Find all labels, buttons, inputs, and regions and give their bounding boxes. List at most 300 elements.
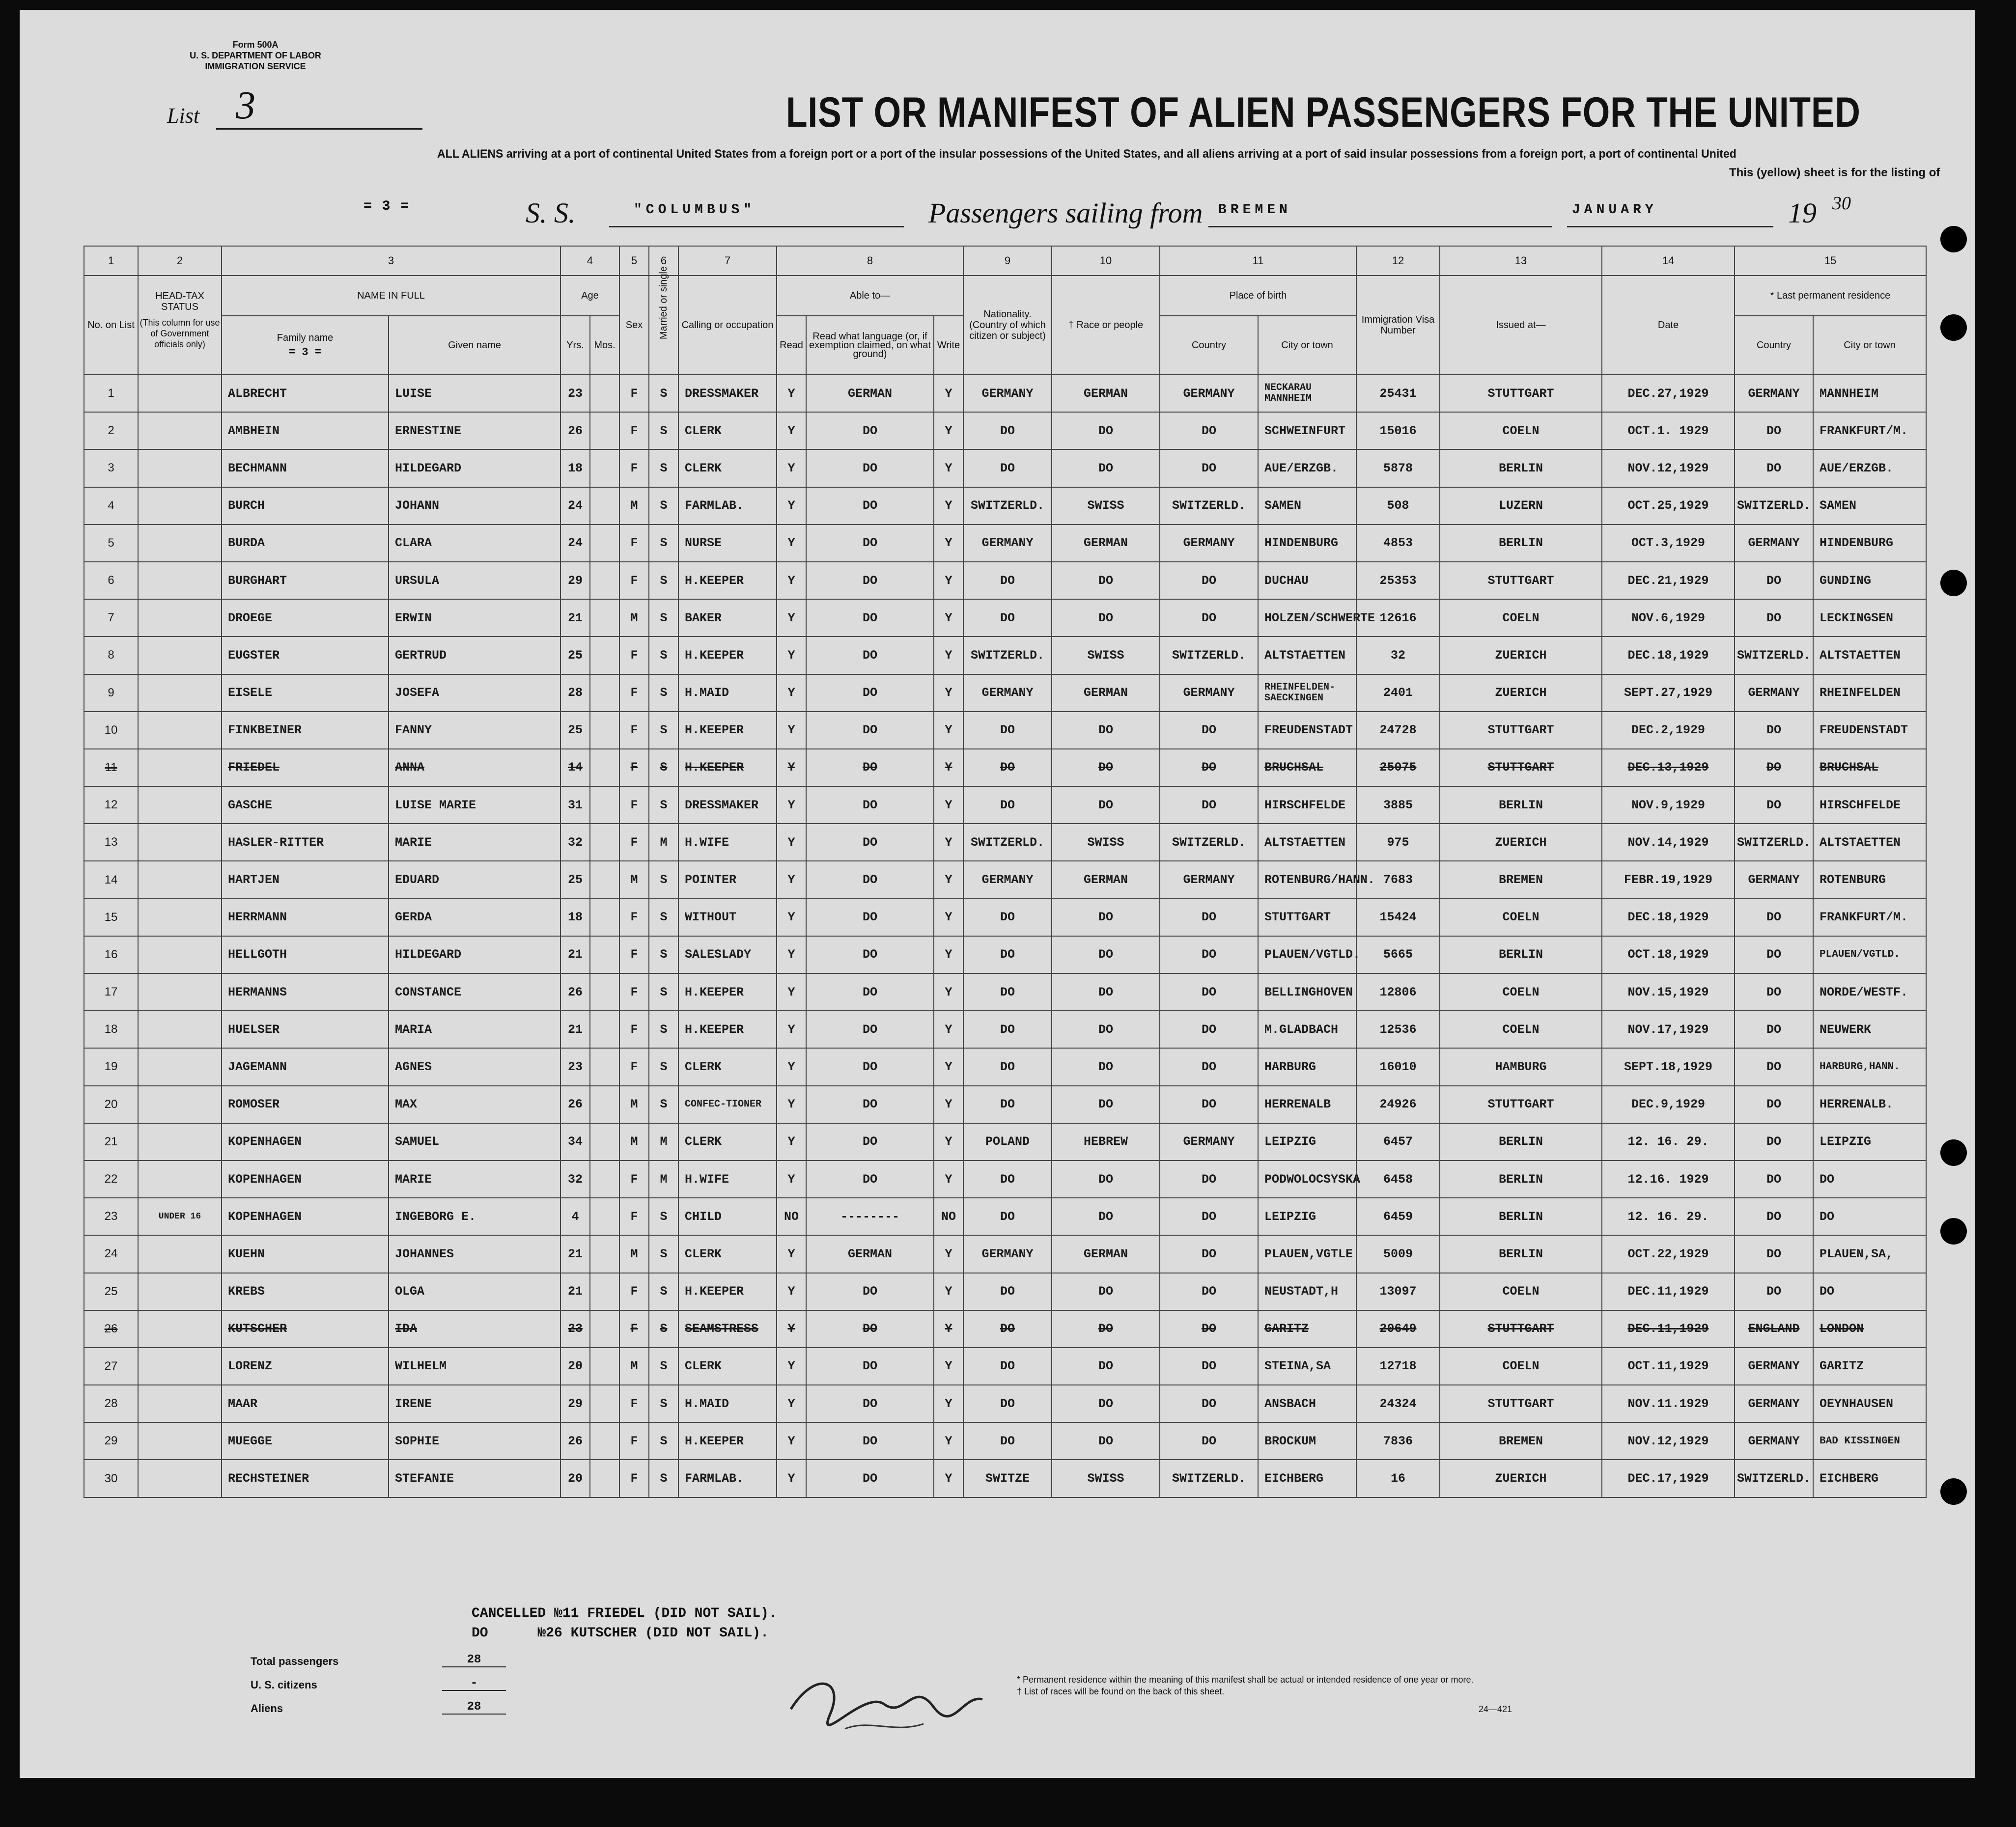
service: IMMIGRATION SERVICE bbox=[205, 61, 306, 71]
read-language-cell: DO bbox=[806, 749, 934, 786]
read-language-cell: DO bbox=[806, 936, 934, 973]
given-name-cell: IDA bbox=[389, 1310, 560, 1348]
residence-city-cell: SAMEN bbox=[1813, 487, 1926, 525]
column-number: 3 bbox=[222, 246, 560, 276]
head-tax-cell bbox=[138, 749, 222, 786]
row-number: 2 bbox=[84, 412, 138, 449]
residence-city-cell: HARBURG,HANN. bbox=[1813, 1048, 1926, 1085]
visa-number-cell: 25075 bbox=[1356, 749, 1440, 786]
issued-at-cell: STUTTGART bbox=[1440, 562, 1602, 599]
subtitle-line-1: ALL ALIENS arriving at a port of continental United States from a foreign port or a port of the insular possessions of the United States, and all aliens arriving at a port of said insular possessions from a foreign port, a port of continental United bbox=[437, 147, 1736, 161]
sailing-date: JANUARY bbox=[1572, 202, 1657, 218]
age-years-cell: 20 bbox=[560, 1348, 590, 1385]
punch-hole bbox=[1940, 1218, 1967, 1245]
officer-signature bbox=[786, 1660, 992, 1748]
header-age: Age bbox=[560, 276, 619, 316]
given-name-cell: JOSEFA bbox=[389, 674, 560, 712]
residence-country-cell: DO bbox=[1735, 786, 1813, 824]
read-cell: Y bbox=[777, 973, 806, 1011]
occupation-cell: H.KEEPER bbox=[678, 973, 777, 1011]
race-cell: DO bbox=[1052, 749, 1160, 786]
ship-underline bbox=[609, 226, 904, 227]
issued-at-cell: BERLIN bbox=[1440, 449, 1602, 487]
table-row bbox=[84, 1161, 1926, 1198]
head-tax-cell bbox=[138, 1422, 222, 1460]
given-name-cell: LUISE bbox=[389, 375, 560, 412]
birth-city-cell: HARBURG bbox=[1258, 1048, 1356, 1085]
header-sex: Sex bbox=[619, 276, 649, 375]
residence-city-cell: FRANKFURT/M. bbox=[1813, 412, 1926, 449]
given-name-cell: SAMUEL bbox=[389, 1123, 560, 1161]
sex-cell: F bbox=[619, 412, 649, 449]
birth-city-cell: LEIPZIG bbox=[1258, 1198, 1356, 1235]
nationality-cell: DO bbox=[963, 1310, 1052, 1348]
nationality-cell: DO bbox=[963, 1273, 1052, 1310]
nationality-cell: SWITZERLD. bbox=[963, 824, 1052, 861]
age-years-cell: 25 bbox=[560, 637, 590, 674]
header-yrs: Yrs. bbox=[560, 316, 590, 375]
age-months-cell bbox=[590, 1123, 619, 1161]
read-language-cell: GERMAN bbox=[806, 1235, 934, 1273]
marital-status-cell: S bbox=[649, 487, 678, 525]
table-row bbox=[84, 1011, 1926, 1048]
header-visa: Immigration Visa Number bbox=[1356, 276, 1440, 375]
subtitle-line-2: This (yellow) sheet is for the listing of bbox=[1729, 166, 1940, 179]
header-head-tax bbox=[138, 276, 222, 375]
issued-at-cell: BERLIN bbox=[1440, 936, 1602, 973]
read-language-cell: DO bbox=[806, 973, 934, 1011]
issue-date-cell: OCT.22,1929 bbox=[1602, 1235, 1735, 1273]
table-row bbox=[84, 1460, 1926, 1497]
nationality-cell: DO bbox=[963, 562, 1052, 599]
birth-country-cell: GERMANY bbox=[1160, 525, 1258, 562]
list-label: List bbox=[167, 104, 200, 128]
form-header bbox=[152, 39, 359, 72]
occupation-cell: NURSE bbox=[678, 525, 777, 562]
sex-cell: F bbox=[619, 749, 649, 786]
age-years-cell: 26 bbox=[560, 973, 590, 1011]
birth-country-cell: DO bbox=[1160, 786, 1258, 824]
read-language-cell: DO bbox=[806, 824, 934, 861]
visa-number-cell: 25353 bbox=[1356, 562, 1440, 599]
issued-at-cell: HAMBURG bbox=[1440, 1048, 1602, 1085]
issued-at-cell: BERLIN bbox=[1440, 1123, 1602, 1161]
age-years-cell: 29 bbox=[560, 562, 590, 599]
residence-country-cell: GERMANY bbox=[1735, 525, 1813, 562]
age-months-cell bbox=[590, 562, 619, 599]
header-race: † Race or people bbox=[1052, 276, 1160, 375]
row-number: 9 bbox=[84, 674, 138, 712]
residence-city-cell: RHEINFELDEN bbox=[1813, 674, 1926, 712]
birth-city-cell: STEINA,SA bbox=[1258, 1348, 1356, 1385]
family-name-cell: BECHMANN bbox=[222, 449, 389, 487]
birth-country-cell: DO bbox=[1160, 599, 1258, 637]
family-name-cell: KREBS bbox=[222, 1273, 389, 1310]
issue-date-cell: DEC.21,1929 bbox=[1602, 562, 1735, 599]
age-years-cell: 26 bbox=[560, 1086, 590, 1123]
write-cell: Y bbox=[934, 1086, 963, 1123]
read-language-cell: DO bbox=[806, 712, 934, 749]
marital-status-cell: S bbox=[649, 786, 678, 824]
family-name-cell: DROEGE bbox=[222, 599, 389, 637]
head-tax-cell bbox=[138, 449, 222, 487]
read-cell: Y bbox=[777, 449, 806, 487]
occupation-cell: BAKER bbox=[678, 599, 777, 637]
header-married bbox=[649, 266, 678, 375]
visa-number-cell: 3885 bbox=[1356, 786, 1440, 824]
marital-status-cell: S bbox=[649, 674, 678, 712]
issue-date-cell: SEPT.18,1929 bbox=[1602, 1048, 1735, 1085]
visa-number-cell: 15424 bbox=[1356, 899, 1440, 936]
write-cell: Y bbox=[934, 1460, 963, 1497]
issue-date-cell: NOV.6,1929 bbox=[1602, 599, 1735, 637]
given-name-cell: URSULA bbox=[389, 562, 560, 599]
visa-number-cell: 32 bbox=[1356, 637, 1440, 674]
occupation-cell: FARMLAB. bbox=[678, 1460, 777, 1497]
read-cell: Y bbox=[777, 487, 806, 525]
sex-cell: F bbox=[619, 1385, 649, 1422]
header-family-name bbox=[222, 316, 389, 375]
table-row bbox=[84, 1385, 1926, 1422]
table-row bbox=[84, 749, 1926, 786]
row-number: 14 bbox=[84, 861, 138, 898]
head-tax-cell bbox=[138, 1011, 222, 1048]
visa-number-cell: 5878 bbox=[1356, 449, 1440, 487]
write-cell: Y bbox=[934, 936, 963, 973]
occupation-cell: CLERK bbox=[678, 1348, 777, 1385]
write-cell: Y bbox=[934, 1048, 963, 1085]
head-tax-cell bbox=[138, 375, 222, 412]
header-nationality: Nationality. (Country of which citizen or subject) bbox=[963, 276, 1052, 375]
birth-country-cell: DO bbox=[1160, 1348, 1258, 1385]
family-name-cell: KOPENHAGEN bbox=[222, 1123, 389, 1161]
header-given-name: Given name bbox=[389, 316, 560, 375]
nationality-cell: GERMANY bbox=[963, 861, 1052, 898]
sex-cell: F bbox=[619, 1460, 649, 1497]
header-last-residence: * Last permanent residence bbox=[1735, 276, 1926, 316]
marital-status-cell: S bbox=[649, 749, 678, 786]
family-name-cell: GASCHE bbox=[222, 786, 389, 824]
birth-country-cell: DO bbox=[1160, 412, 1258, 449]
permanent-residence-note: * Permanent residence within the meaning of this manifest shall be actual or intended residence of one year or more. bbox=[1017, 1675, 1474, 1685]
age-months-cell bbox=[590, 1422, 619, 1460]
given-name-cell: CONSTANCE bbox=[389, 973, 560, 1011]
head-tax-cell bbox=[138, 1348, 222, 1385]
sex-cell: F bbox=[619, 1422, 649, 1460]
residence-city-cell: FREUDENSTADT bbox=[1813, 712, 1926, 749]
marital-status-cell: S bbox=[649, 1235, 678, 1273]
birth-country-cell: DO bbox=[1160, 1422, 1258, 1460]
visa-number-cell: 12616 bbox=[1356, 599, 1440, 637]
age-years-cell: 29 bbox=[560, 1385, 590, 1422]
nationality-cell: SWITZERLD. bbox=[963, 487, 1052, 525]
family-name-cell: KUTSCHER bbox=[222, 1310, 389, 1348]
birth-country-cell: DO bbox=[1160, 973, 1258, 1011]
issue-date-cell: DEC.17,1929 bbox=[1602, 1460, 1735, 1497]
occupation-cell: CLERK bbox=[678, 1123, 777, 1161]
race-cell: GERMAN bbox=[1052, 375, 1160, 412]
birth-city-cell: PLAUEN/VGTLD. bbox=[1258, 936, 1356, 973]
age-years-cell: 32 bbox=[560, 824, 590, 861]
ship-name: "COLUMBUS" bbox=[634, 202, 756, 218]
row-number: 21 bbox=[84, 1123, 138, 1161]
column-number: 9 bbox=[963, 246, 1052, 276]
nationality-cell: DO bbox=[963, 973, 1052, 1011]
head-tax-cell bbox=[138, 637, 222, 674]
nationality-cell: DO bbox=[963, 449, 1052, 487]
age-months-cell bbox=[590, 637, 619, 674]
given-name-cell: LUISE MARIE bbox=[389, 786, 560, 824]
birth-country-cell: DO bbox=[1160, 1273, 1258, 1310]
marital-status-cell: S bbox=[649, 1011, 678, 1048]
us-citizens-label: U. S. citizens bbox=[251, 1679, 317, 1691]
write-cell: Y bbox=[934, 412, 963, 449]
age-years-cell: 28 bbox=[560, 674, 590, 712]
residence-country-cell: DO bbox=[1735, 1273, 1813, 1310]
family-name-label: Family name bbox=[277, 332, 334, 343]
residence-country-cell: DO bbox=[1735, 1011, 1813, 1048]
table-row bbox=[84, 1048, 1926, 1085]
visa-number-cell: 16 bbox=[1356, 1460, 1440, 1497]
head-tax-cell bbox=[138, 1048, 222, 1085]
row-number: 12 bbox=[84, 786, 138, 824]
race-cell: SWISS bbox=[1052, 637, 1160, 674]
document-title: LIST OR MANIFEST OF ALIEN PASSENGERS FOR THE UNITED bbox=[786, 89, 1861, 136]
issued-at-cell: BREMEN bbox=[1440, 861, 1602, 898]
table-row bbox=[84, 1273, 1926, 1310]
punch-hole bbox=[1940, 1139, 1967, 1166]
visa-number-cell: 13097 bbox=[1356, 1273, 1440, 1310]
age-months-cell bbox=[590, 1198, 619, 1235]
age-years-cell: 26 bbox=[560, 412, 590, 449]
sex-cell: F bbox=[619, 936, 649, 973]
write-cell: Y bbox=[934, 899, 963, 936]
residence-city-cell: ROTENBURG bbox=[1813, 861, 1926, 898]
residence-city-cell: MANNHEIM bbox=[1813, 375, 1926, 412]
visa-number-cell: 12718 bbox=[1356, 1348, 1440, 1385]
occupation-cell: DRESSMAKER bbox=[678, 786, 777, 824]
residence-country-cell: SWITZERLD. bbox=[1735, 637, 1813, 674]
row-number: 26 bbox=[84, 1310, 138, 1348]
residence-city-cell: NEUWERK bbox=[1813, 1011, 1926, 1048]
row-number: 4 bbox=[84, 487, 138, 525]
residence-city-cell: LEIPZIG bbox=[1813, 1123, 1926, 1161]
issued-at-cell: STUTTGART bbox=[1440, 712, 1602, 749]
age-months-cell bbox=[590, 1273, 619, 1310]
birth-city-cell: RHEINFELDEN-SAECKINGEN bbox=[1258, 674, 1356, 712]
visa-number-cell: 6459 bbox=[1356, 1198, 1440, 1235]
age-months-cell bbox=[590, 375, 619, 412]
header-birth-country: Country bbox=[1160, 316, 1258, 375]
residence-city-cell: FRANKFURT/M. bbox=[1813, 899, 1926, 936]
visa-number-cell: 5665 bbox=[1356, 936, 1440, 973]
birth-country-cell: DO bbox=[1160, 1385, 1258, 1422]
age-months-cell bbox=[590, 674, 619, 712]
residence-country-cell: DO bbox=[1735, 1123, 1813, 1161]
table-row bbox=[84, 599, 1926, 637]
race-cell: GERMAN bbox=[1052, 861, 1160, 898]
visa-number-cell: 4853 bbox=[1356, 525, 1440, 562]
head-tax-cell bbox=[138, 1310, 222, 1348]
residence-country-cell: DO bbox=[1735, 936, 1813, 973]
birth-country-cell: GERMANY bbox=[1160, 674, 1258, 712]
table-row bbox=[84, 1422, 1926, 1460]
read-cell: Y bbox=[777, 749, 806, 786]
residence-country-cell: GERMANY bbox=[1735, 1422, 1813, 1460]
table-row bbox=[84, 1310, 1926, 1348]
issue-date-cell: NOV.9,1929 bbox=[1602, 786, 1735, 824]
head-tax-cell bbox=[138, 525, 222, 562]
residence-city-cell: ALTSTAETTEN bbox=[1813, 637, 1926, 674]
race-cell: DO bbox=[1052, 899, 1160, 936]
nationality-cell: DO bbox=[963, 899, 1052, 936]
issued-at-cell: COELN bbox=[1440, 599, 1602, 637]
table-row bbox=[84, 1086, 1926, 1123]
race-cell: DO bbox=[1052, 1086, 1160, 1123]
birth-city-cell: HERRENALB bbox=[1258, 1086, 1356, 1123]
header-residence-city: City or town bbox=[1813, 316, 1926, 375]
age-years-cell: 31 bbox=[560, 786, 590, 824]
residence-country-cell: DO bbox=[1735, 562, 1813, 599]
issue-date-cell: DEC.18,1929 bbox=[1602, 899, 1735, 936]
visa-number-cell: 6458 bbox=[1356, 1161, 1440, 1198]
age-months-cell bbox=[590, 1310, 619, 1348]
read-language-cell: DO bbox=[806, 637, 934, 674]
birth-city-cell: BELLINGHOVEN bbox=[1258, 973, 1356, 1011]
birth-country-cell: GERMANY bbox=[1160, 375, 1258, 412]
head-tax-cell bbox=[138, 973, 222, 1011]
nationality-cell: GERMANY bbox=[963, 525, 1052, 562]
read-language-cell: -------- bbox=[806, 1198, 934, 1235]
birth-city-cell: HIRSCHFELDE bbox=[1258, 786, 1356, 824]
issued-at-cell: COELN bbox=[1440, 973, 1602, 1011]
issue-date-cell: OCT.25,1929 bbox=[1602, 487, 1735, 525]
write-cell: Y bbox=[934, 786, 963, 824]
race-cell: DO bbox=[1052, 786, 1160, 824]
birth-city-cell: ANSBACH bbox=[1258, 1385, 1356, 1422]
visa-number-cell: 16010 bbox=[1356, 1048, 1440, 1085]
manifest-sheet bbox=[20, 10, 1975, 1778]
residence-country-cell: ENGLAND bbox=[1735, 1310, 1813, 1348]
birth-city-cell: AUE/ERZGB. bbox=[1258, 449, 1356, 487]
age-years-cell: 32 bbox=[560, 1161, 590, 1198]
ss-label: S. S. bbox=[526, 197, 576, 229]
issued-at-cell: COELN bbox=[1440, 1011, 1602, 1048]
read-language-cell: DO bbox=[806, 525, 934, 562]
visa-number-cell: 15016 bbox=[1356, 412, 1440, 449]
head-tax-cell bbox=[138, 599, 222, 637]
sex-cell: M bbox=[619, 1123, 649, 1161]
birth-country-cell: DO bbox=[1160, 1198, 1258, 1235]
issue-date-cell: DEC.2,1929 bbox=[1602, 712, 1735, 749]
family-name-cell: HASLER-RITTER bbox=[222, 824, 389, 861]
issued-at-cell: COELN bbox=[1440, 1348, 1602, 1385]
issue-date-cell: SEPT.27,1929 bbox=[1602, 674, 1735, 712]
birth-country-cell: DO bbox=[1160, 1086, 1258, 1123]
visa-number-cell: 508 bbox=[1356, 487, 1440, 525]
birth-city-cell: GARITZ bbox=[1258, 1310, 1356, 1348]
column-number: 8 bbox=[777, 246, 963, 276]
age-years-cell: 21 bbox=[560, 599, 590, 637]
age-years-cell: 18 bbox=[560, 449, 590, 487]
marital-status-cell: S bbox=[649, 637, 678, 674]
race-cell: DO bbox=[1052, 1048, 1160, 1085]
marital-status-cell: M bbox=[649, 824, 678, 861]
table-row bbox=[84, 973, 1926, 1011]
family-name-cell: KOPENHAGEN bbox=[222, 1161, 389, 1198]
column-number: 2 bbox=[138, 246, 222, 276]
residence-city-cell: BAD KISSINGEN bbox=[1813, 1422, 1926, 1460]
issue-date-cell: NOV.12,1929 bbox=[1602, 1422, 1735, 1460]
occupation-cell: POINTER bbox=[678, 861, 777, 898]
issue-date-cell: NOV.14,1929 bbox=[1602, 824, 1735, 861]
occupation-cell: CONFEC-TIONER bbox=[678, 1086, 777, 1123]
birth-city-cell: SAMEN bbox=[1258, 487, 1356, 525]
issued-at-cell: ZUERICH bbox=[1440, 674, 1602, 712]
head-tax-cell bbox=[138, 1273, 222, 1310]
table-row bbox=[84, 562, 1926, 599]
read-cell: Y bbox=[777, 1348, 806, 1385]
married-label: Married or single bbox=[658, 266, 669, 339]
row-number: 30 bbox=[84, 1460, 138, 1497]
occupation-cell: H.WIFE bbox=[678, 1161, 777, 1198]
age-years-cell: 20 bbox=[560, 1460, 590, 1497]
write-cell: Y bbox=[934, 1123, 963, 1161]
residence-country-cell: DO bbox=[1735, 1198, 1813, 1235]
family-name-cell: FRIEDEL bbox=[222, 749, 389, 786]
header-able-to: Able to— bbox=[777, 276, 963, 316]
row-number: 20 bbox=[84, 1086, 138, 1123]
punch-hole bbox=[1940, 1478, 1967, 1505]
given-name-cell: JOHANN bbox=[389, 487, 560, 525]
age-years-cell: 21 bbox=[560, 1273, 590, 1310]
marital-status-cell: S bbox=[649, 449, 678, 487]
head-tax-cell bbox=[138, 861, 222, 898]
given-name-cell: ERNESTINE bbox=[389, 412, 560, 449]
race-cell: DO bbox=[1052, 412, 1160, 449]
family-name-cell: RECHSTEINER bbox=[222, 1460, 389, 1497]
occupation-cell: H.WIFE bbox=[678, 824, 777, 861]
write-cell: Y bbox=[934, 1011, 963, 1048]
family-name-cell: FINKBEINER bbox=[222, 712, 389, 749]
residence-country-cell: DO bbox=[1735, 1235, 1813, 1273]
sex-cell: M bbox=[619, 1086, 649, 1123]
residence-country-cell: DO bbox=[1735, 749, 1813, 786]
residence-country-cell: GERMANY bbox=[1735, 1385, 1813, 1422]
age-months-cell bbox=[590, 1235, 619, 1273]
given-name-cell: GERDA bbox=[389, 899, 560, 936]
sex-cell: F bbox=[619, 1161, 649, 1198]
family-name-cell: KOPENHAGEN bbox=[222, 1198, 389, 1235]
residence-city-cell: OEYNHAUSEN bbox=[1813, 1385, 1926, 1422]
nationality-cell: DO bbox=[963, 1385, 1052, 1422]
race-cell: GERMAN bbox=[1052, 674, 1160, 712]
port-name: BREMEN bbox=[1218, 202, 1291, 218]
residence-city-cell: BRUCHSAL bbox=[1813, 749, 1926, 786]
issue-date-cell: FEBR.19,1929 bbox=[1602, 861, 1735, 898]
total-passengers-value: 28 bbox=[442, 1653, 506, 1667]
given-name-cell: ERWIN bbox=[389, 599, 560, 637]
birth-country-cell: DO bbox=[1160, 1161, 1258, 1198]
read-cell: Y bbox=[777, 562, 806, 599]
write-cell: Y bbox=[934, 487, 963, 525]
birth-city-cell: ALTSTAETTEN bbox=[1258, 824, 1356, 861]
age-months-cell bbox=[590, 449, 619, 487]
age-years-cell: 24 bbox=[560, 525, 590, 562]
birth-country-cell: DO bbox=[1160, 1011, 1258, 1048]
issued-at-cell: COELN bbox=[1440, 899, 1602, 936]
year-prefix: 19 bbox=[1788, 197, 1817, 229]
